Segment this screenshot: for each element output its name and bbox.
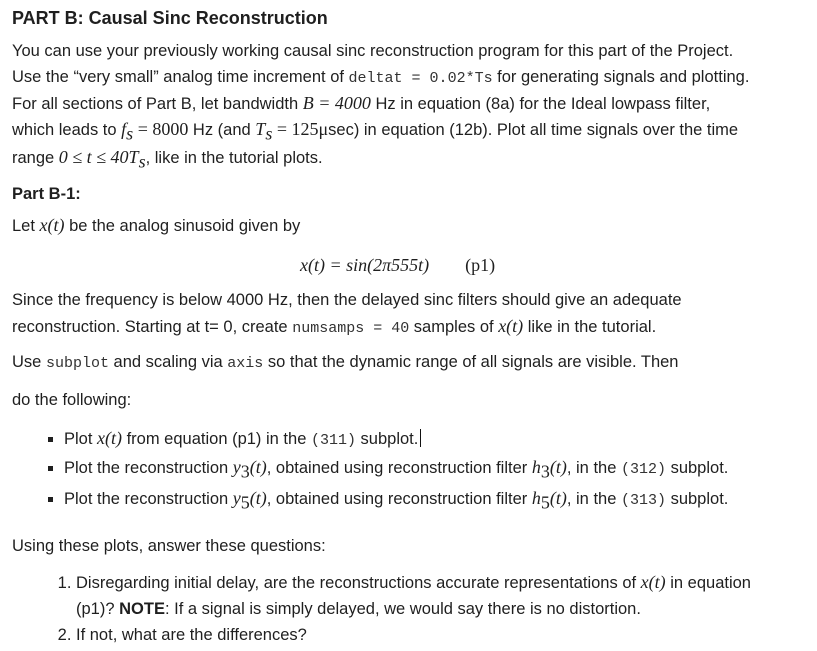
using-text: Using these plots, answer these questions: bbox=[12, 537, 326, 555]
h3-arg: (t) bbox=[549, 457, 567, 477]
subplot-311-code: (311) bbox=[310, 432, 356, 449]
intro-text-4b: Hz (and bbox=[188, 121, 256, 139]
x-of-t-math: x(t) bbox=[39, 215, 65, 235]
intro-text-4c: sec) in equation (12b). Plot all time signals over the time bbox=[328, 121, 739, 139]
text-cursor bbox=[420, 429, 421, 447]
use-text-c: so that the dynamic range of all signals are visible. Then bbox=[263, 353, 679, 371]
question-1-text-b: in equation bbox=[665, 574, 751, 592]
equation-expression: x(t) = sin(2π555t) bbox=[300, 255, 430, 275]
task-3-text-a: Plot the reconstruction bbox=[64, 490, 233, 509]
y5-arg: (t) bbox=[249, 488, 267, 509]
part-b-heading: PART B: Causal Sinc Reconstruction bbox=[12, 8, 328, 28]
task-1-math: x(t) bbox=[97, 428, 123, 448]
task-list bbox=[40, 425, 728, 517]
y3-arg: (t) bbox=[249, 457, 267, 477]
question-list bbox=[40, 569, 751, 648]
question-2-text: If not, what are the differences? bbox=[76, 626, 307, 644]
task-3-text-d: subplot. bbox=[665, 490, 729, 509]
let-text-b: be the analog sinusoid given by bbox=[64, 217, 301, 235]
y5-symbol: y bbox=[232, 488, 241, 509]
task-2-text-b: , obtained using reconstruction filter bbox=[266, 459, 532, 477]
since-line-2 bbox=[12, 315, 656, 340]
subplot-312-code: (312) bbox=[620, 461, 666, 478]
since-line-1 bbox=[12, 289, 682, 311]
intro-text-1: You can use your previously working causal sinc reconstruction program for this part of the Project. bbox=[12, 42, 734, 60]
task-2-text-d: subplot. bbox=[665, 459, 729, 477]
use-text-b: and scaling via bbox=[108, 353, 228, 371]
task-3-text-b: , obtained using reconstruction filter bbox=[266, 490, 532, 509]
fs-subscript: s bbox=[126, 123, 134, 144]
bandwidth-math: B = 4000 bbox=[302, 93, 371, 113]
time-range-math: 0 ≤ t ≤ 40T bbox=[58, 147, 139, 167]
intro-line-3 bbox=[12, 92, 710, 115]
h3-subscript: 3 bbox=[540, 461, 550, 482]
intro-line-2 bbox=[12, 66, 749, 90]
intro-text-4a: which leads to bbox=[12, 121, 122, 139]
task-2-text-c: , in the bbox=[566, 459, 621, 477]
y3-symbol: y bbox=[232, 457, 241, 477]
task-1-text-b: from equation (p1) in the bbox=[122, 430, 311, 448]
since-text-2b: samples of bbox=[409, 318, 499, 336]
ts-value: = 125μ bbox=[272, 119, 329, 139]
h5-arg: (t) bbox=[549, 488, 567, 509]
question-1-text-a: Disregarding initial delay, are the reconstructions accurate representations of bbox=[76, 574, 641, 592]
question-item bbox=[76, 569, 751, 622]
y5-subscript: 5 bbox=[240, 492, 250, 513]
intro-line-1 bbox=[12, 40, 733, 62]
time-range-subscript: s bbox=[138, 151, 146, 172]
question-1-text-d: : If a signal is simply delayed, we would say there is no distortion. bbox=[164, 600, 641, 618]
fs-value: = 8000 bbox=[133, 119, 189, 139]
part-b1-heading: Part B-1: bbox=[12, 185, 81, 203]
numsamps-code: numsamps = 40 bbox=[292, 320, 410, 337]
h5-symbol: h bbox=[531, 488, 541, 509]
let-text-a: Let bbox=[12, 217, 40, 235]
subplot-313-code: (313) bbox=[620, 492, 666, 510]
task-3-text-c: , in the bbox=[566, 490, 621, 509]
since-text-2c: like in the tutorial. bbox=[523, 318, 657, 336]
since-text-2a: reconstruction. Starting at t= 0, create bbox=[12, 318, 293, 336]
h3-symbol: h bbox=[531, 457, 541, 477]
task-1-text-a: Plot bbox=[64, 430, 98, 448]
y3-subscript: 3 bbox=[240, 461, 250, 482]
intro-line-5 bbox=[12, 146, 323, 172]
axis-code: axis bbox=[227, 355, 264, 372]
intro-text-5a: range bbox=[12, 149, 59, 167]
task-item bbox=[64, 485, 728, 516]
fs-symbol: f bbox=[121, 119, 127, 139]
use-line-2 bbox=[12, 389, 131, 411]
question-item bbox=[76, 622, 751, 648]
intro-text-2b: for generating signals and plotting. bbox=[492, 68, 750, 86]
intro-text-3a: For all sections of Part B, let bandwidth bbox=[12, 95, 303, 113]
since-text-1: Since the frequency is below 4000 Hz, then the delayed sinc filters should give an adequate bbox=[12, 291, 682, 309]
question-1-text-c: (p1)? bbox=[76, 600, 120, 618]
intro-text-2a: Use the “very small” analog time increment of bbox=[12, 68, 349, 86]
task-item bbox=[64, 454, 728, 485]
equation-label: (p1) bbox=[465, 255, 496, 275]
use-line-1 bbox=[12, 351, 678, 375]
subplot-code: subplot bbox=[45, 355, 109, 372]
x-of-t-math-2: x(t) bbox=[498, 316, 524, 336]
task-item bbox=[64, 425, 728, 454]
task-2-text-a: Plot the reconstruction bbox=[64, 459, 233, 477]
use-text-a: Use bbox=[12, 353, 46, 371]
task-1-text-c: subplot. bbox=[355, 430, 419, 448]
use-text-2: do the following: bbox=[12, 391, 132, 409]
question-1-math: x(t) bbox=[640, 572, 666, 592]
intro-text-5b: , like in the tutorial plots. bbox=[145, 149, 323, 167]
h5-subscript: 5 bbox=[540, 492, 550, 513]
deltat-code: deltat = 0.02*Ts bbox=[348, 70, 493, 87]
ts-symbol: T bbox=[255, 119, 266, 139]
let-line bbox=[12, 214, 300, 237]
note-label: NOTE bbox=[119, 600, 165, 618]
intro-line-4 bbox=[12, 118, 738, 144]
ts-subscript: s bbox=[265, 123, 273, 144]
intro-text-3b: Hz in equation (8a) for the Ideal lowpass filter, bbox=[370, 95, 711, 113]
equation-p1 bbox=[300, 255, 495, 276]
using-line bbox=[12, 535, 326, 557]
